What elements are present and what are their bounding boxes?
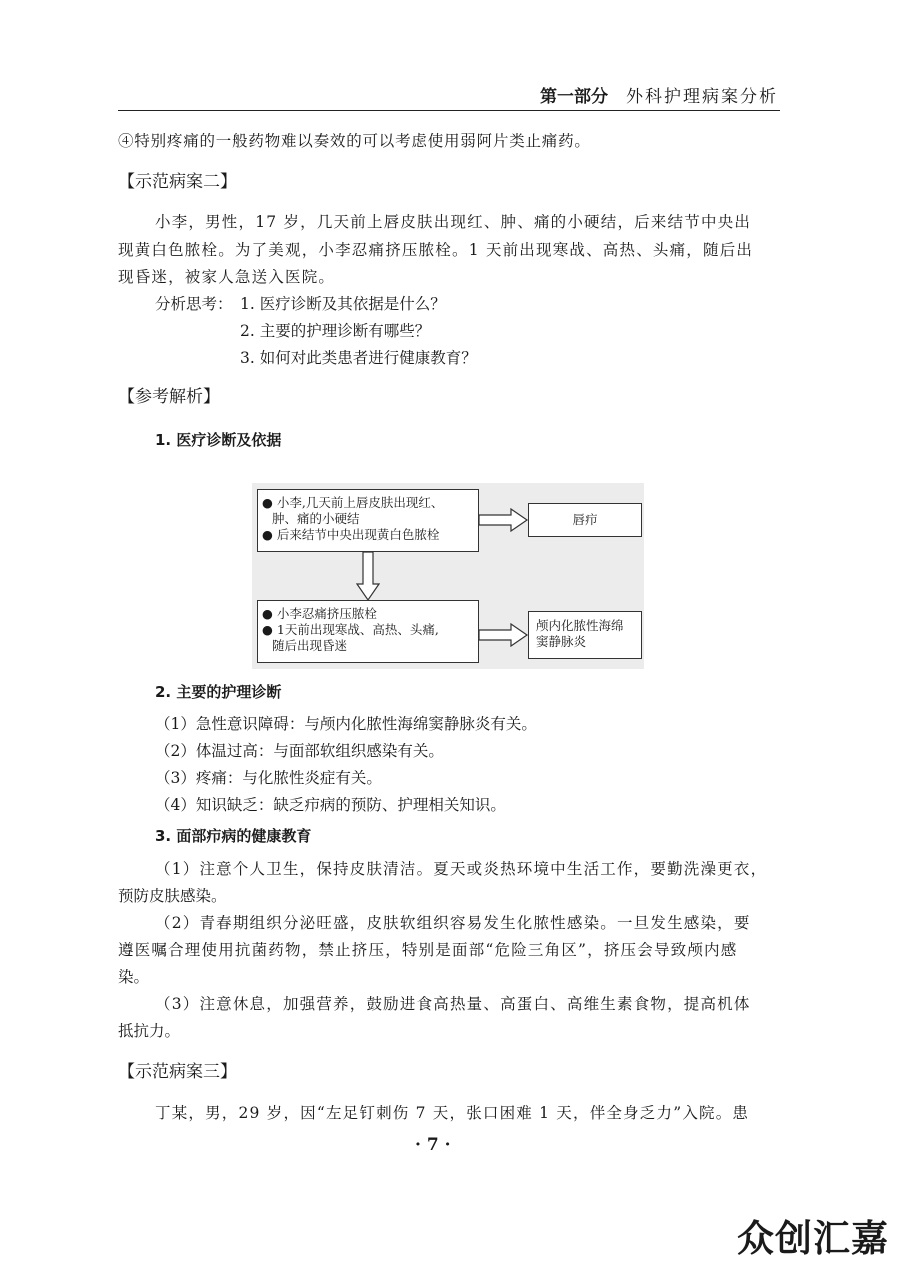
result-box-2 [528, 611, 642, 659]
arrow-right-icon [479, 508, 529, 532]
case2-para-line: 小李，男性，17 岁，几天前上唇皮肤出现红、肿、痛的小硬结，后来结节中央出 [155, 213, 752, 231]
watermark-logo: 众创汇嘉 [737, 1217, 889, 1260]
case2-heading: 【示范病案二】 [118, 172, 237, 192]
nursing-diagnosis-item: （1）急性意识障碍：与颅内化脓性海绵窦静脉炎有关。 [155, 715, 537, 733]
page-number: · 7 · [415, 1135, 451, 1155]
education-line: （2）青春期组织分泌旺盛，皮肤软组织容易发生化脓性感染。一旦发生感染，要 [155, 914, 751, 932]
result-2-line: 颅内化脓性海绵 [536, 618, 624, 633]
top-line: ④特别疼痛的一般药物难以奏效的可以考虑使用弱阿片类止痛药。 [118, 132, 591, 150]
evidence-line: ● 小李忍痛挤压脓栓 [262, 606, 377, 621]
nursing-diagnosis-item: （4）知识缺乏：缺乏疖病的预防、护理相关知识。 [155, 796, 506, 814]
case2-para-line: 现黄白色脓栓。为了美观，小李忍痛挤压脓栓。1 天前出现寒战、高热、头痛，随后出 [118, 241, 754, 259]
evidence-line: ● 1天前出现寒战、高热、头痛, [262, 622, 439, 637]
header-subtitle: 外科护理病案分析 [626, 87, 778, 107]
evidence-line: ● 后来结节中央出现黄白色脓栓 [262, 527, 440, 542]
evidence-box-2 [257, 600, 479, 663]
section-2-title: 2. 主要的护理诊断 [155, 683, 282, 701]
evidence-box-1 [257, 489, 479, 552]
education-line: 染。 [118, 968, 150, 986]
case3-heading: 【示范病案三】 [118, 1062, 237, 1082]
education-line: 遵医嘱合理使用抗菌药物，禁止挤压，特别是面部“危险三角区”，挤压会导致颅内感 [118, 941, 738, 959]
case2-para-line: 现昏迷，被家人急送入医院。 [118, 268, 336, 286]
questions-label: 分析思考： [155, 295, 233, 313]
education-line: 抵抗力。 [118, 1022, 181, 1040]
arrow-right-icon [479, 623, 529, 647]
case3-line: 丁某，男，29 岁，因“左足钉刺伤 7 天，张口困难 1 天，伴全身乏力”入院。患 [155, 1104, 750, 1122]
result-1-text: 唇疖 [572, 512, 598, 527]
evidence-line: 肿、痛的小硬结 [272, 511, 360, 526]
nursing-diagnosis-item: （2）体温过高：与面部软组织感染有关。 [155, 742, 444, 760]
section-3-title: 3. 面部疖病的健康教育 [155, 827, 312, 845]
education-line: 预防皮肤感染。 [118, 887, 227, 905]
evidence-line: 随后出现昏迷 [272, 638, 348, 653]
header-part: 第一部分 [540, 87, 608, 107]
nursing-diagnosis-item: （3）疼痛：与化脓性炎症有关。 [155, 769, 382, 787]
result-2-line: 窦静脉炎 [536, 634, 587, 649]
analysis-heading: 【参考解析】 [118, 387, 220, 407]
running-header [118, 80, 780, 111]
section-1-title: 1. 医疗诊断及依据 [155, 431, 282, 449]
result-box-1 [528, 503, 642, 537]
education-line: （3）注意休息，加强营养，鼓励进食高热量、高蛋白、高维生素食物，提高机体 [155, 995, 751, 1013]
evidence-line: ● 小李,几天前上唇皮肤出现红、 [262, 495, 444, 510]
question-item: 1. 医疗诊断及其依据是什么？ [240, 295, 446, 313]
question-item: 2. 主要的护理诊断有哪些？ [240, 322, 431, 340]
question-item: 3. 如何对此类患者进行健康教育？ [240, 349, 477, 367]
header-text [540, 82, 778, 107]
diagnosis-flowchart [252, 483, 644, 669]
arrow-down-icon [356, 552, 380, 602]
education-line: （1）注意个人卫生，保持皮肤清洁。夏天或炎热环境中生活工作，要勤洗澡更衣， [155, 860, 768, 878]
